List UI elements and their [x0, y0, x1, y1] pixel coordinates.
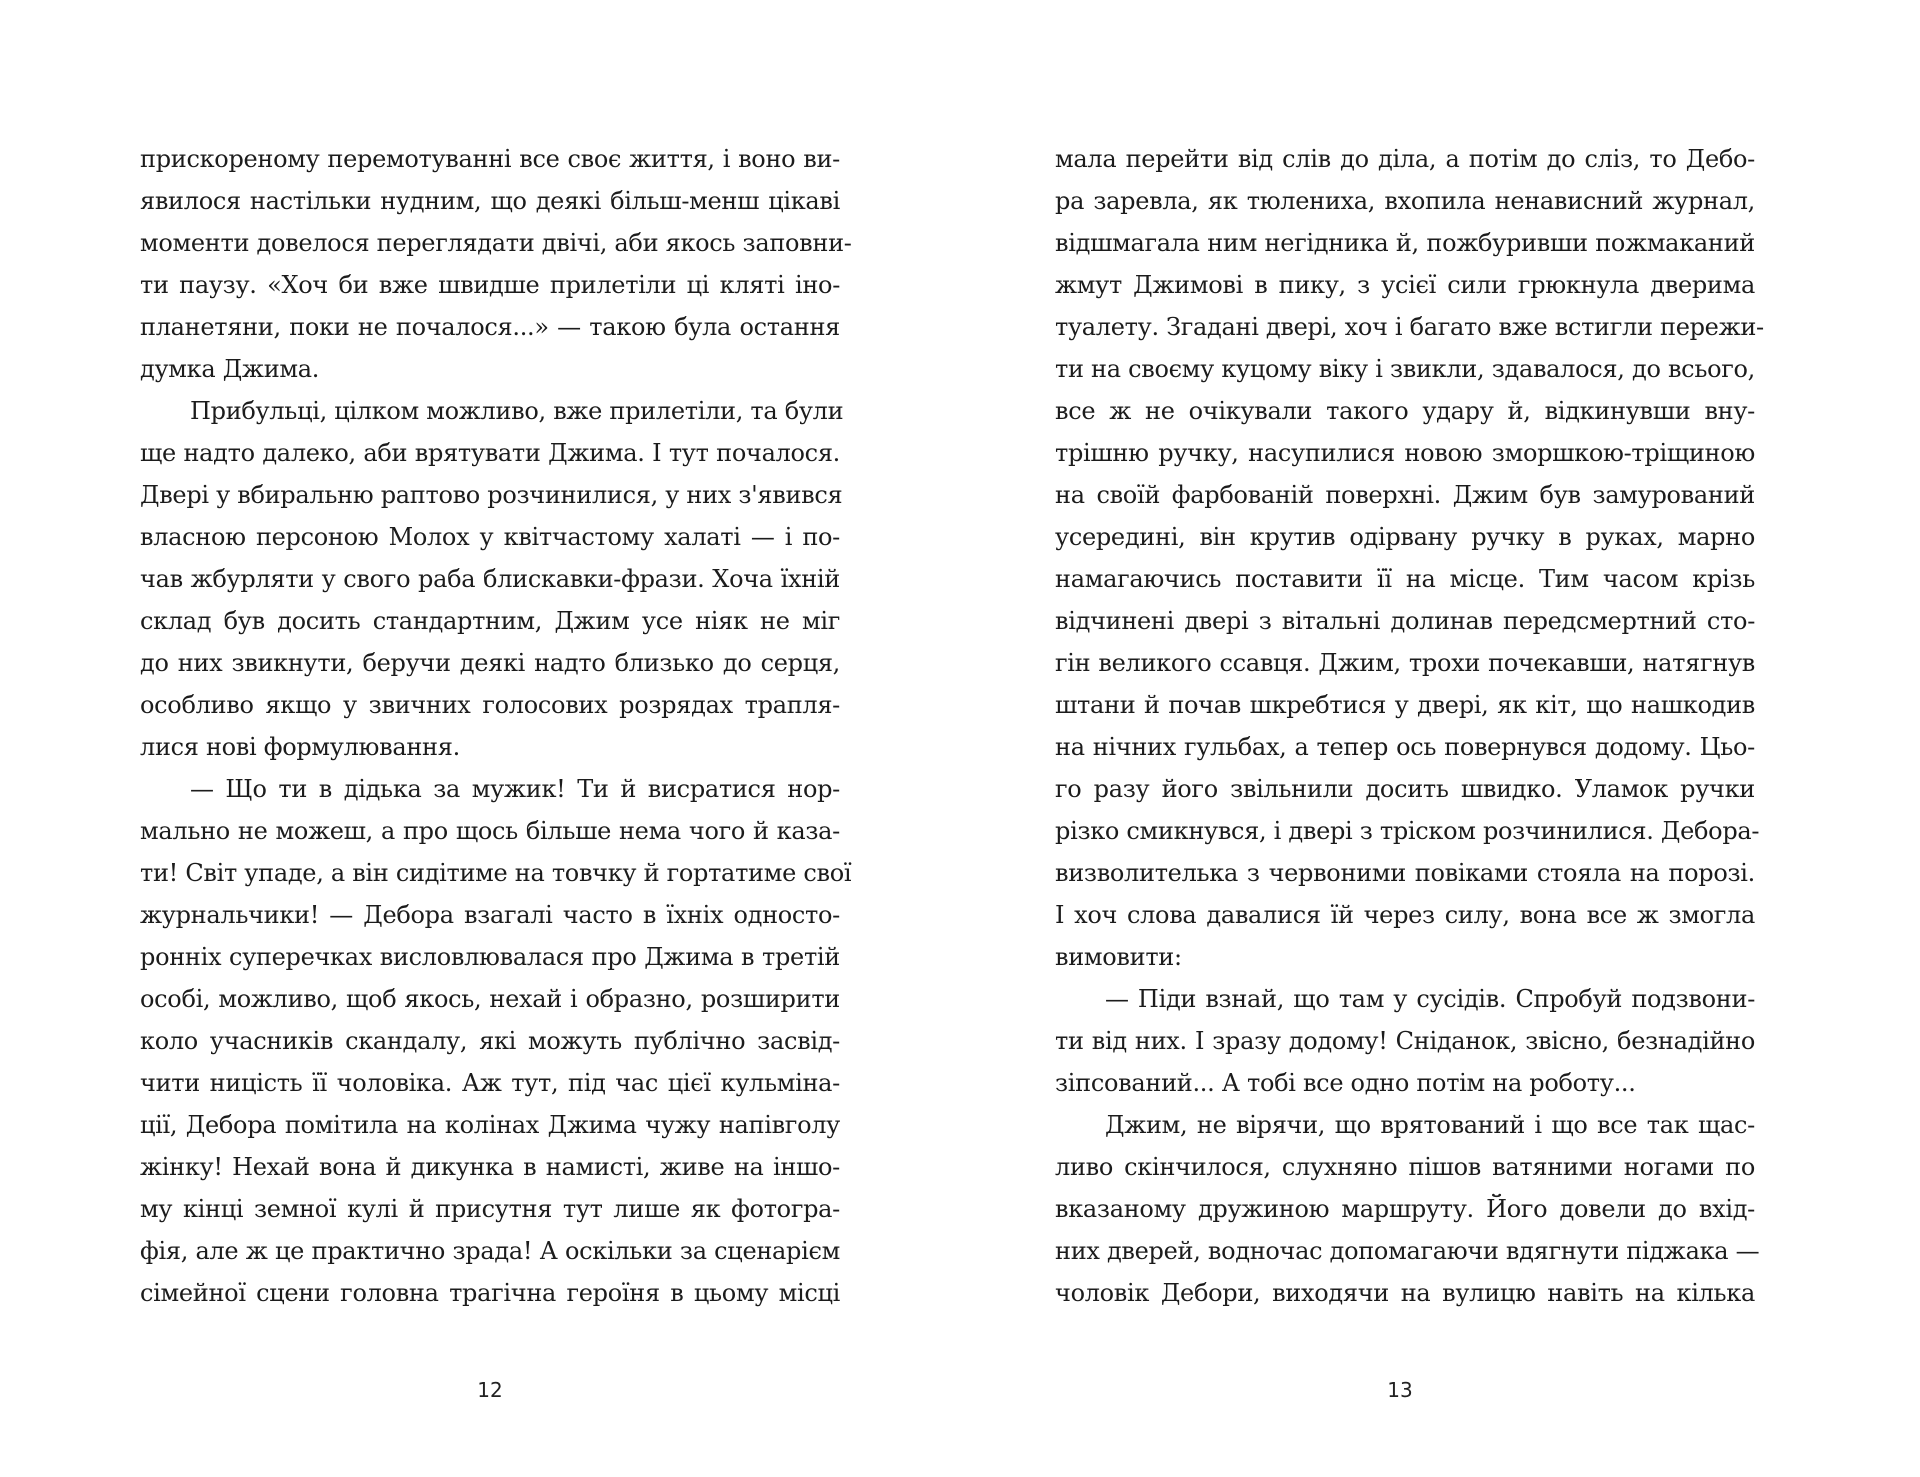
text-line: фія, але ж це практично зрада! А оскільки за сценарієм [140, 1237, 840, 1265]
text-line: все ж не очікували такого удару й, відкинувши вну- [1055, 397, 1755, 425]
text-line: ронніх суперечках висловлювалася про Джима в третій [140, 943, 840, 971]
text-line: власною персоною Молох у квітчастому халаті — і по- [140, 523, 840, 551]
text-line: жінку! Нехай вона й дикунка в намисті, живе на іншо- [140, 1153, 840, 1181]
text-line: особливо якщо у звичних голосових розрядах трапля- [140, 691, 840, 719]
page-number-right: 13 [1387, 1378, 1413, 1402]
left-page-text [140, 138, 852, 1314]
text-line: ти від них. І зразу додому! Сніданок, звісно, безнадійно [1055, 1027, 1755, 1055]
text-line: І хоч слова давалися їй через силу, вона все ж змогла [1055, 901, 1755, 929]
text-line: мала перейти від слів до діла, а потім до сліз, то Дебо- [1055, 145, 1755, 173]
text-line: штани й почав шкребтися у двері, як кіт, що нашкодив [1055, 691, 1755, 719]
text-line: думка Джима. [140, 355, 320, 383]
text-line: Двері у вбиральню раптово розчинилися, у них з'явився [140, 481, 843, 509]
text-line: — Що ти в дідька за мужик! Ти й висратися нор- [190, 775, 840, 803]
text-line: на нічних гульбах, а тепер ось повернувся додому. Цьо- [1055, 733, 1755, 761]
text-line: мально не можеш, а про щось більше нема чого й каза- [140, 817, 840, 845]
text-line: ти паузу. «Хоч би вже швидше прилетіли ці кляті іно- [140, 271, 840, 299]
text-line: намагаючись поставити її на місце. Тим часом крізь [1055, 565, 1755, 593]
text-line: ливо скінчилося, слухняно пішов ватяними ногами по [1055, 1153, 1755, 1181]
text-line: на своїй фарбованій поверхні. Джим був замурований [1055, 481, 1755, 509]
text-line: коло учасників скандалу, які можуть публічно засвід- [140, 1027, 840, 1055]
text-line: відчинені двері з вітальні долинав передсмертний сто- [1055, 607, 1755, 635]
text-line: чав жбурляти у свого раба блискавки-фрази. Хоча їхній [140, 565, 840, 593]
text-line: лися нові формулювання. [140, 733, 460, 761]
text-line: гін великого ссавця. Джим, трохи почекавши, натягнув [1055, 649, 1755, 677]
text-line: різко смикнувся, і двері з тріском розчинилися. Дебора- [1055, 817, 1760, 845]
text-line: ції, Дебора помітила на колінах Джима чужу напівголу [140, 1111, 840, 1139]
text-line: до них звикнути, беручи деякі надто близько до серця, [140, 649, 840, 677]
right-page-text [1055, 138, 1764, 1314]
text-line: жмут Джимові в пику, з усієї сили грюкнула дверима [1055, 271, 1755, 299]
text-line: зіпсований... А тобі все одно потім на роботу... [1055, 1069, 1636, 1097]
text-line: особі, можливо, щоб якось, нехай і образно, розширити [140, 985, 840, 1013]
text-line: прискореному перемотуванні все своє життя, і воно ви- [140, 145, 840, 173]
text-line: сімейної сцени головна трагічна героїня в цьому місці [140, 1279, 840, 1307]
text-line: вимовити: [1055, 943, 1182, 971]
text-line: моменти довелося переглядати двічі, аби якось заповни- [140, 229, 852, 257]
text-line: — Піди взнай, що там у сусідів. Спробуй подзвони- [1105, 985, 1755, 1013]
text-line: Прибульці, цілком можливо, вже прилетіли, та були [190, 397, 844, 425]
text-line: ще надто далеко, аби врятувати Джима. І тут почалося. [140, 439, 840, 467]
text-line: планетяни, поки не почалося...» — такою була остання [140, 313, 840, 341]
text-line: чити ницість її чоловіка. Аж тут, під час цієї кульміна- [140, 1069, 840, 1097]
right-page [960, 0, 1920, 1477]
text-line: трішню ручку, насупилися новою зморшкою-тріщиною [1055, 439, 1755, 467]
text-line: туалету. Згадані двері, хоч і багато вже встигли пережи- [1055, 313, 1764, 341]
text-line: ти! Світ упаде, а він сидітиме на товчку й гортатиме свої [140, 859, 852, 887]
text-line: ра заревла, як тюлениха, вхопила ненависний журнал, [1055, 187, 1755, 215]
text-line: відшмагала ним негідника й, пожбуривши пожмаканий [1055, 229, 1755, 257]
text-line: Джим, не вірячи, що врятований і що все так щас- [1105, 1111, 1755, 1139]
text-line: явилося настільки нудним, що деякі більш-менш цікаві [140, 187, 840, 215]
text-line: го разу його звільнили досить швидко. Уламок ручки [1055, 775, 1755, 803]
text-line: му кінці земної кулі й присутня тут лише як фотогра- [140, 1195, 840, 1223]
text-line: визволителька з червоними повіками стояла на порозі. [1055, 859, 1755, 887]
text-line: журнальчики! — Дебора взагалі часто в їхніх односто- [140, 901, 840, 929]
text-line: ти на своєму куцому віку і звикли, здавалося, до всього, [1055, 355, 1755, 383]
text-line: чоловік Дебори, виходячи на вулицю навіть на кілька [1055, 1279, 1755, 1307]
text-line: вказаному дружиною маршруту. Його довели до вхід- [1055, 1195, 1755, 1223]
page-number-left: 12 [477, 1378, 503, 1402]
text-line: них дверей, водночас допомагаючи вдягнути піджака — [1055, 1237, 1760, 1265]
text-line: склад був досить стандартним, Джим усе ніяк не міг [140, 607, 840, 635]
text-line: усередині, він крутив одірвану ручку в руках, марно [1055, 523, 1755, 551]
